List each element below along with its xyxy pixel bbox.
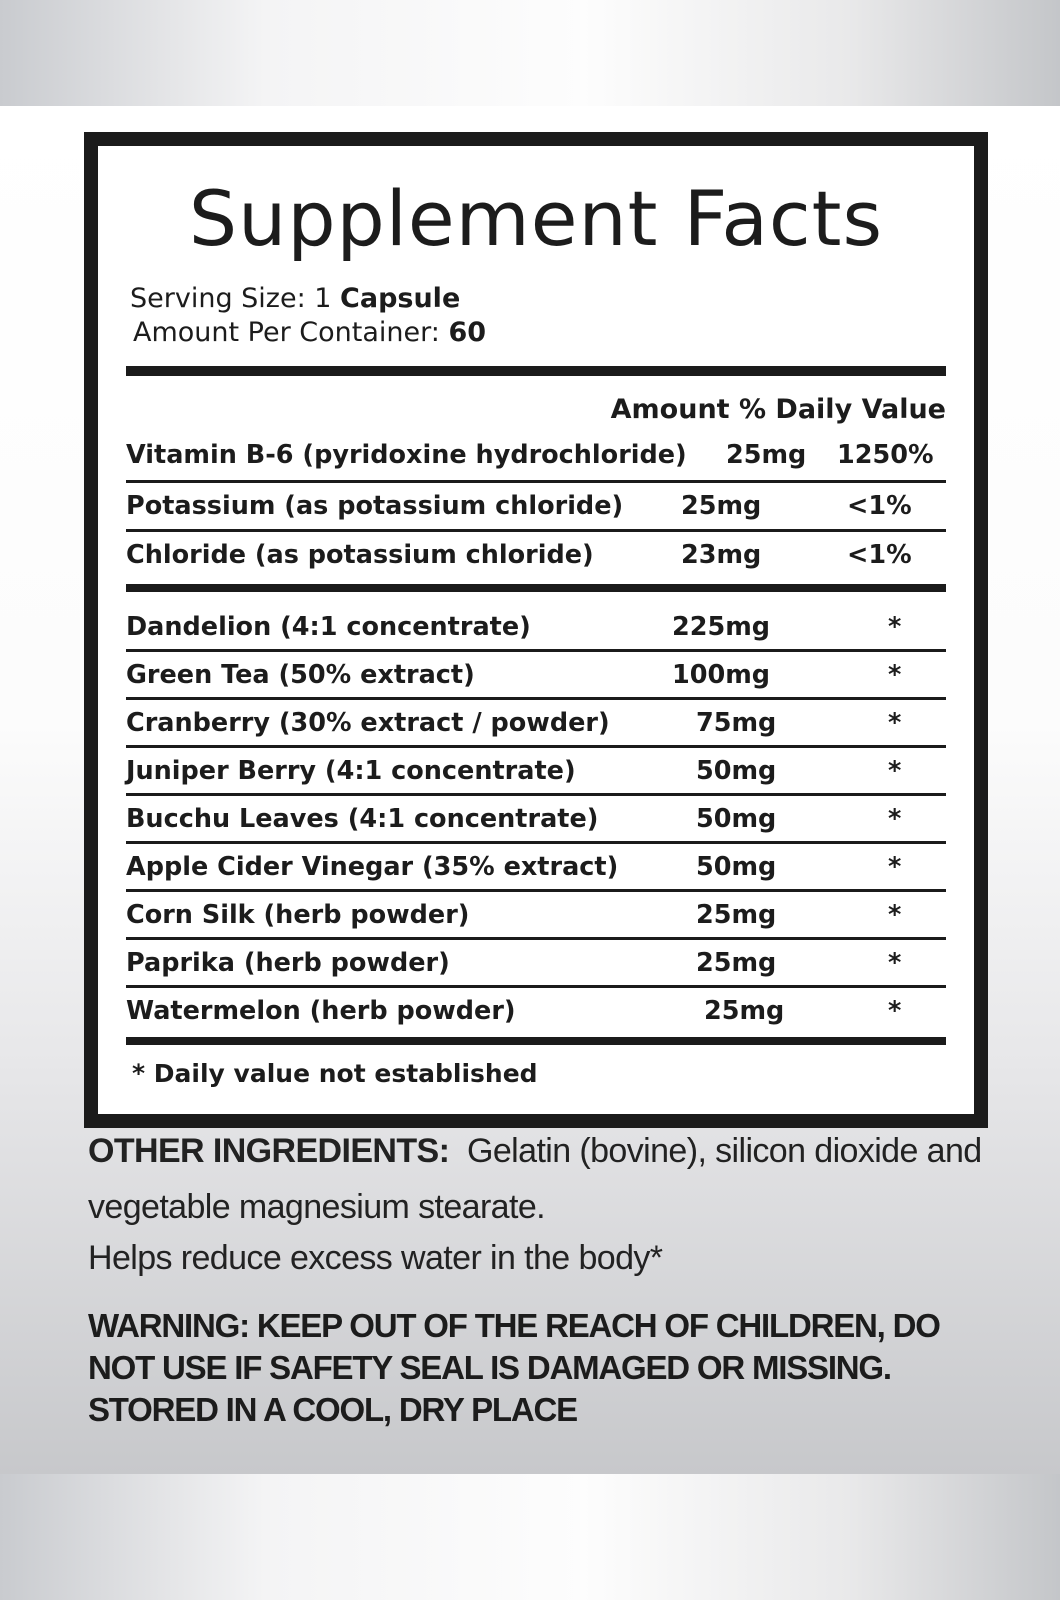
ingredient-name: Dandelion (4:1 concentrate) bbox=[126, 611, 531, 642]
ingredient-daily-value: * bbox=[888, 803, 902, 834]
ingredient-amount: 25mg bbox=[704, 995, 785, 1026]
ingredient-name: Potassium (as potassium chloride) bbox=[126, 491, 624, 521]
ingredient-name: Bucchu Leaves (4:1 concentrate) bbox=[126, 803, 599, 834]
ingredient-name: Watermelon (herb powder) bbox=[126, 995, 516, 1026]
ingredient-name: Paprika (herb powder) bbox=[126, 947, 450, 978]
ingredient-amount: 25mg bbox=[696, 899, 777, 930]
other-ingredients bbox=[88, 1123, 1008, 1235]
ingredient-name: Corn Silk (herb powder) bbox=[126, 899, 470, 930]
table-row bbox=[126, 652, 946, 697]
serving-info bbox=[126, 282, 946, 350]
serving-size-value: Capsule bbox=[340, 283, 461, 314]
ingredient-daily-value: * bbox=[888, 755, 902, 786]
ingredient-amount: 23mg bbox=[681, 540, 762, 570]
divider-thick bbox=[126, 366, 946, 376]
table-row bbox=[126, 796, 946, 841]
ingredient-name: Cranberry (30% extract / powder) bbox=[126, 707, 610, 738]
supplement-facts-panel bbox=[84, 132, 988, 1128]
ingredient-amount: 25mg bbox=[681, 491, 762, 521]
table-row bbox=[126, 700, 946, 745]
ingredient-name: Juniper Berry (4:1 concentrate) bbox=[126, 755, 576, 786]
ingredient-amount: 75mg bbox=[696, 707, 777, 738]
table-row bbox=[126, 604, 946, 649]
ingredient-name: Chloride (as potassium chloride) bbox=[126, 540, 594, 570]
ingredient-amount: 50mg bbox=[696, 803, 777, 834]
ingredient-daily-value: * bbox=[888, 611, 902, 642]
vitamins-table bbox=[126, 430, 946, 578]
warning-text: WARNING: KEEP OUT OF THE REACH OF CHILDREN, DO NOT USE IF SAFETY SEAL IS DAMAGED OR MISSING. STORED IN A COOL, DRY PLACE bbox=[88, 1307, 940, 1428]
table-row bbox=[126, 892, 946, 937]
herbs-table bbox=[126, 604, 946, 1033]
ingredient-daily-value: 1250% bbox=[837, 440, 934, 470]
product-claim: Helps reduce excess water in the body* bbox=[88, 1239, 663, 1277]
table-row bbox=[126, 430, 946, 480]
supplement-facts-inner bbox=[98, 146, 974, 1114]
amount-per-container bbox=[130, 316, 946, 350]
table-row bbox=[126, 748, 946, 793]
table-row bbox=[126, 940, 946, 985]
ingredient-name: Green Tea (50% extract) bbox=[126, 659, 475, 690]
table-row bbox=[126, 532, 946, 578]
table-row bbox=[126, 988, 946, 1033]
ingredient-name: Vitamin B-6 (pyridoxine hydrochloride) bbox=[126, 440, 687, 470]
ingredient-daily-value: <1% bbox=[847, 540, 912, 570]
top-band bbox=[0, 0, 1060, 106]
ingredient-amount: 50mg bbox=[696, 851, 777, 882]
divider-bottom bbox=[126, 1037, 946, 1045]
ingredient-name: Apple Cider Vinegar (35% extract) bbox=[126, 851, 619, 882]
bottom-band bbox=[0, 1474, 1060, 1600]
ingredient-amount: 25mg bbox=[696, 947, 777, 978]
serving-size-label: Serving Size: 1 bbox=[130, 283, 341, 314]
table-row bbox=[126, 844, 946, 889]
ingredient-daily-value: * bbox=[888, 659, 902, 690]
footnote: * Daily value not established bbox=[132, 1059, 538, 1088]
ingredient-amount: 100mg bbox=[672, 659, 771, 690]
other-ingredients-lead: OTHER INGREDIENTS: bbox=[88, 1132, 450, 1170]
ingredient-daily-value: <1% bbox=[847, 491, 912, 521]
table-row bbox=[126, 483, 946, 529]
amount-per-container-value: 60 bbox=[448, 317, 487, 348]
facts-title: Supplement Facts bbox=[188, 174, 884, 263]
other-ingredients-text: Gelatin (bovine), silicon dioxide and vegetable magnesium stearate. bbox=[88, 1132, 982, 1226]
amount-per-container-label: Amount Per Container: bbox=[133, 317, 449, 348]
serving-size bbox=[130, 282, 946, 316]
ingredient-daily-value: * bbox=[888, 851, 902, 882]
ingredient-amount: 225mg bbox=[672, 611, 771, 642]
ingredient-daily-value: * bbox=[888, 899, 902, 930]
columns-header: Amount % Daily Value bbox=[610, 394, 946, 425]
ingredient-daily-value: * bbox=[888, 995, 902, 1026]
ingredient-daily-value: * bbox=[888, 707, 902, 738]
divider-medium bbox=[126, 584, 946, 592]
ingredient-amount: 25mg bbox=[726, 440, 807, 470]
ingredient-daily-value: * bbox=[888, 947, 902, 978]
ingredient-amount: 50mg bbox=[696, 755, 777, 786]
